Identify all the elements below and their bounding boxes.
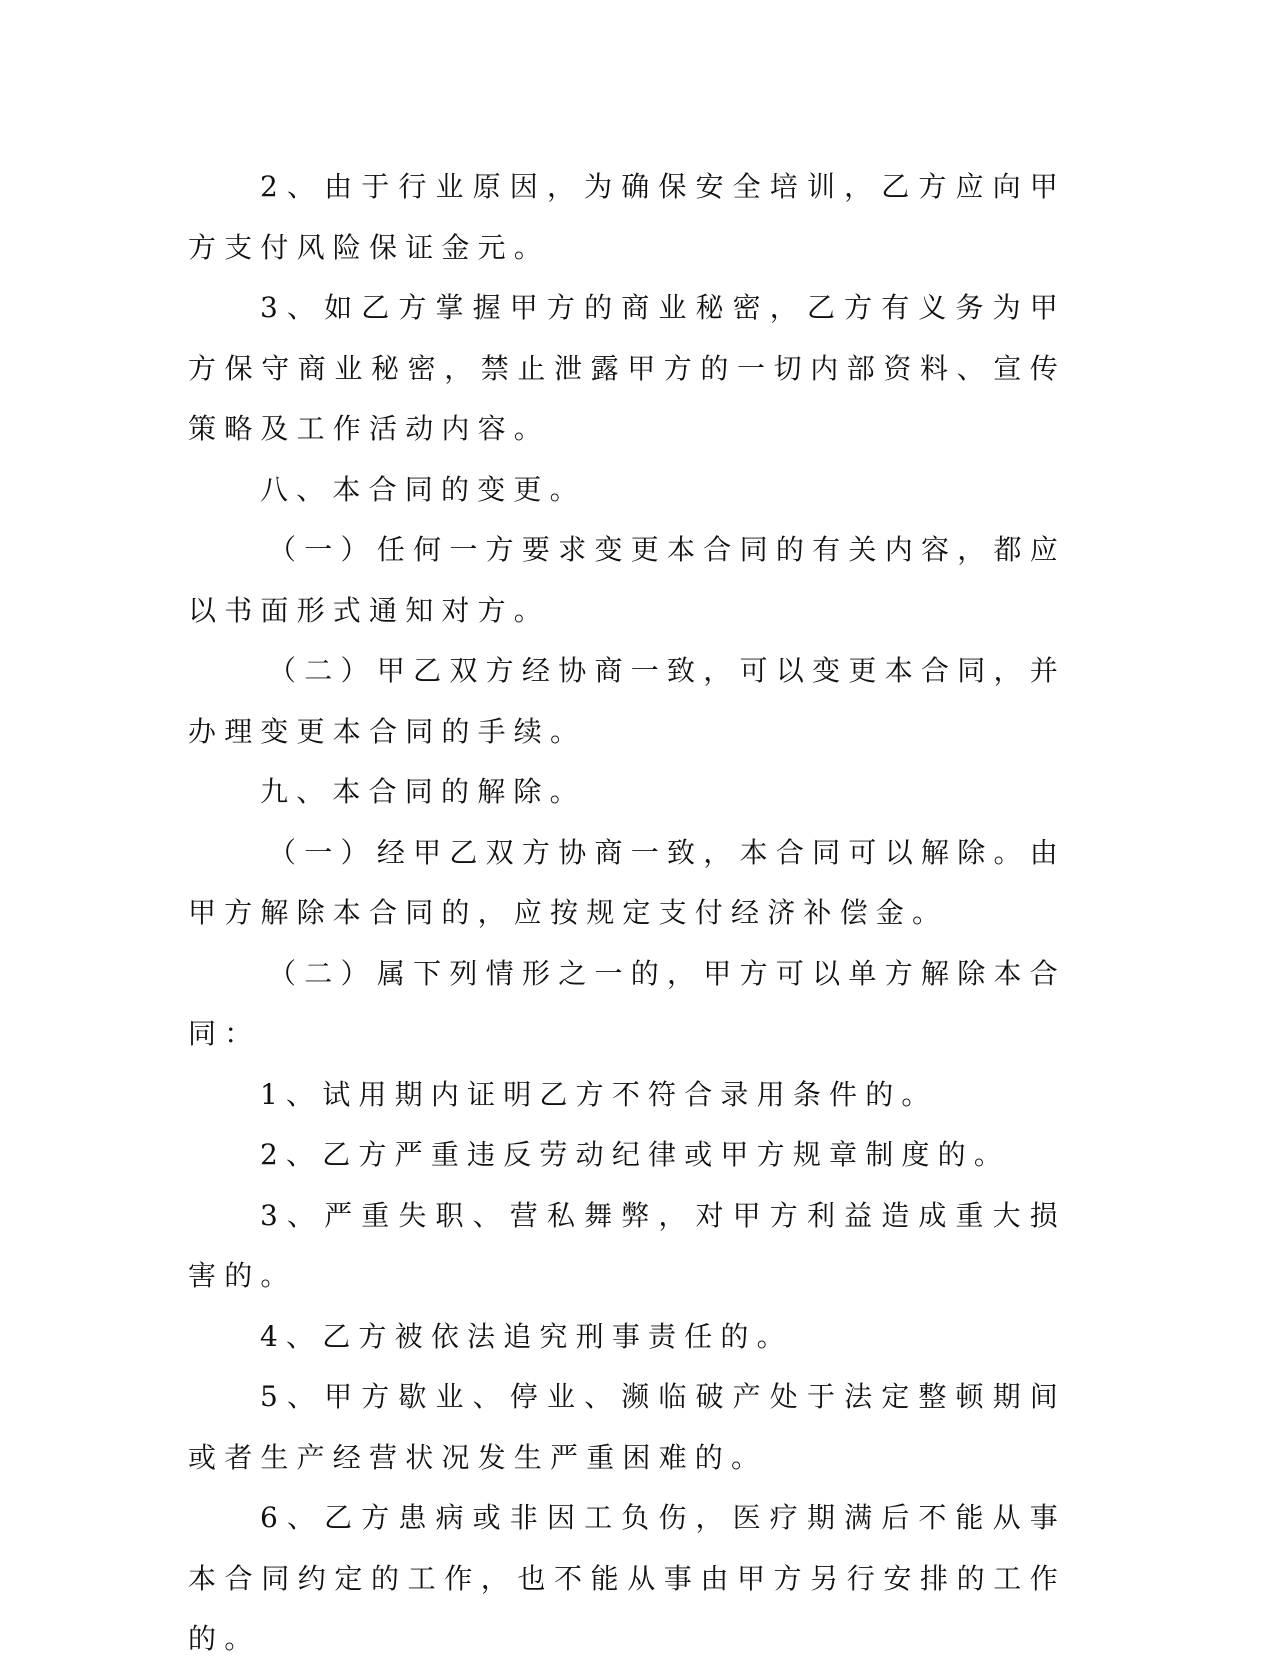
paragraph-trade-secrets: 3、如乙方掌握甲方的商业秘密，乙方有义务为甲方保守商业秘密，禁止泄露甲方的一切内部资料、宣传策略及工作活动内容。 bbox=[188, 291, 1066, 445]
section-heading-contract-change: 八、本合同的变更。 bbox=[260, 472, 586, 506]
list-item-discipline-violation: 2、乙方严重违反劳动纪律或甲方规章制度的。 bbox=[260, 1138, 1011, 1171]
paragraph-termination-by-agreement: （一）经甲乙双方协商一致，本合同可以解除。由甲方解除本合同的，应按规定支付经济补偿金。 bbox=[188, 835, 1066, 929]
paragraph-change-written-notice: （一）任何一方要求变更本合同的有关内容，都应以书面形式通知对方。 bbox=[188, 533, 1066, 627]
list-item-serious-misconduct: 3、严重失职、营私舞弊，对甲方利益造成重大损害的。 bbox=[188, 1198, 1066, 1292]
list-item-business-difficulty: 5、甲方歇业、停业、濒临破产处于法定整顿期间或者生产经营状况发生严重困难的。 bbox=[188, 1380, 1066, 1474]
document-body bbox=[188, 157, 1066, 1670]
list-item-criminal-liability: 4、乙方被依法追究刑事责任的。 bbox=[260, 1319, 793, 1353]
paragraph-unilateral-termination: （二）属下列情形之一的，甲方可以单方解除本合同： bbox=[188, 956, 1066, 1050]
section-heading-contract-termination: 九、本合同的解除。 bbox=[260, 775, 586, 808]
paragraph-change-by-agreement: （二）甲乙双方经协商一致，可以变更本合同，并办理变更本合同的手续。 bbox=[188, 654, 1066, 748]
paragraph-security-deposit: 2、由于行业原因，为确保安全培训，乙方应向甲方支付风险保证金元。 bbox=[188, 170, 1066, 264]
list-item-illness-injury: 6、乙方患病或非因工负伤，医疗期满后不能从事本合同约定的工作，也不能从事由甲方另行安排的工作的。 bbox=[188, 1501, 1066, 1655]
list-item-probation: 1、试用期内证明乙方不符合录用条件的。 bbox=[260, 1077, 938, 1111]
